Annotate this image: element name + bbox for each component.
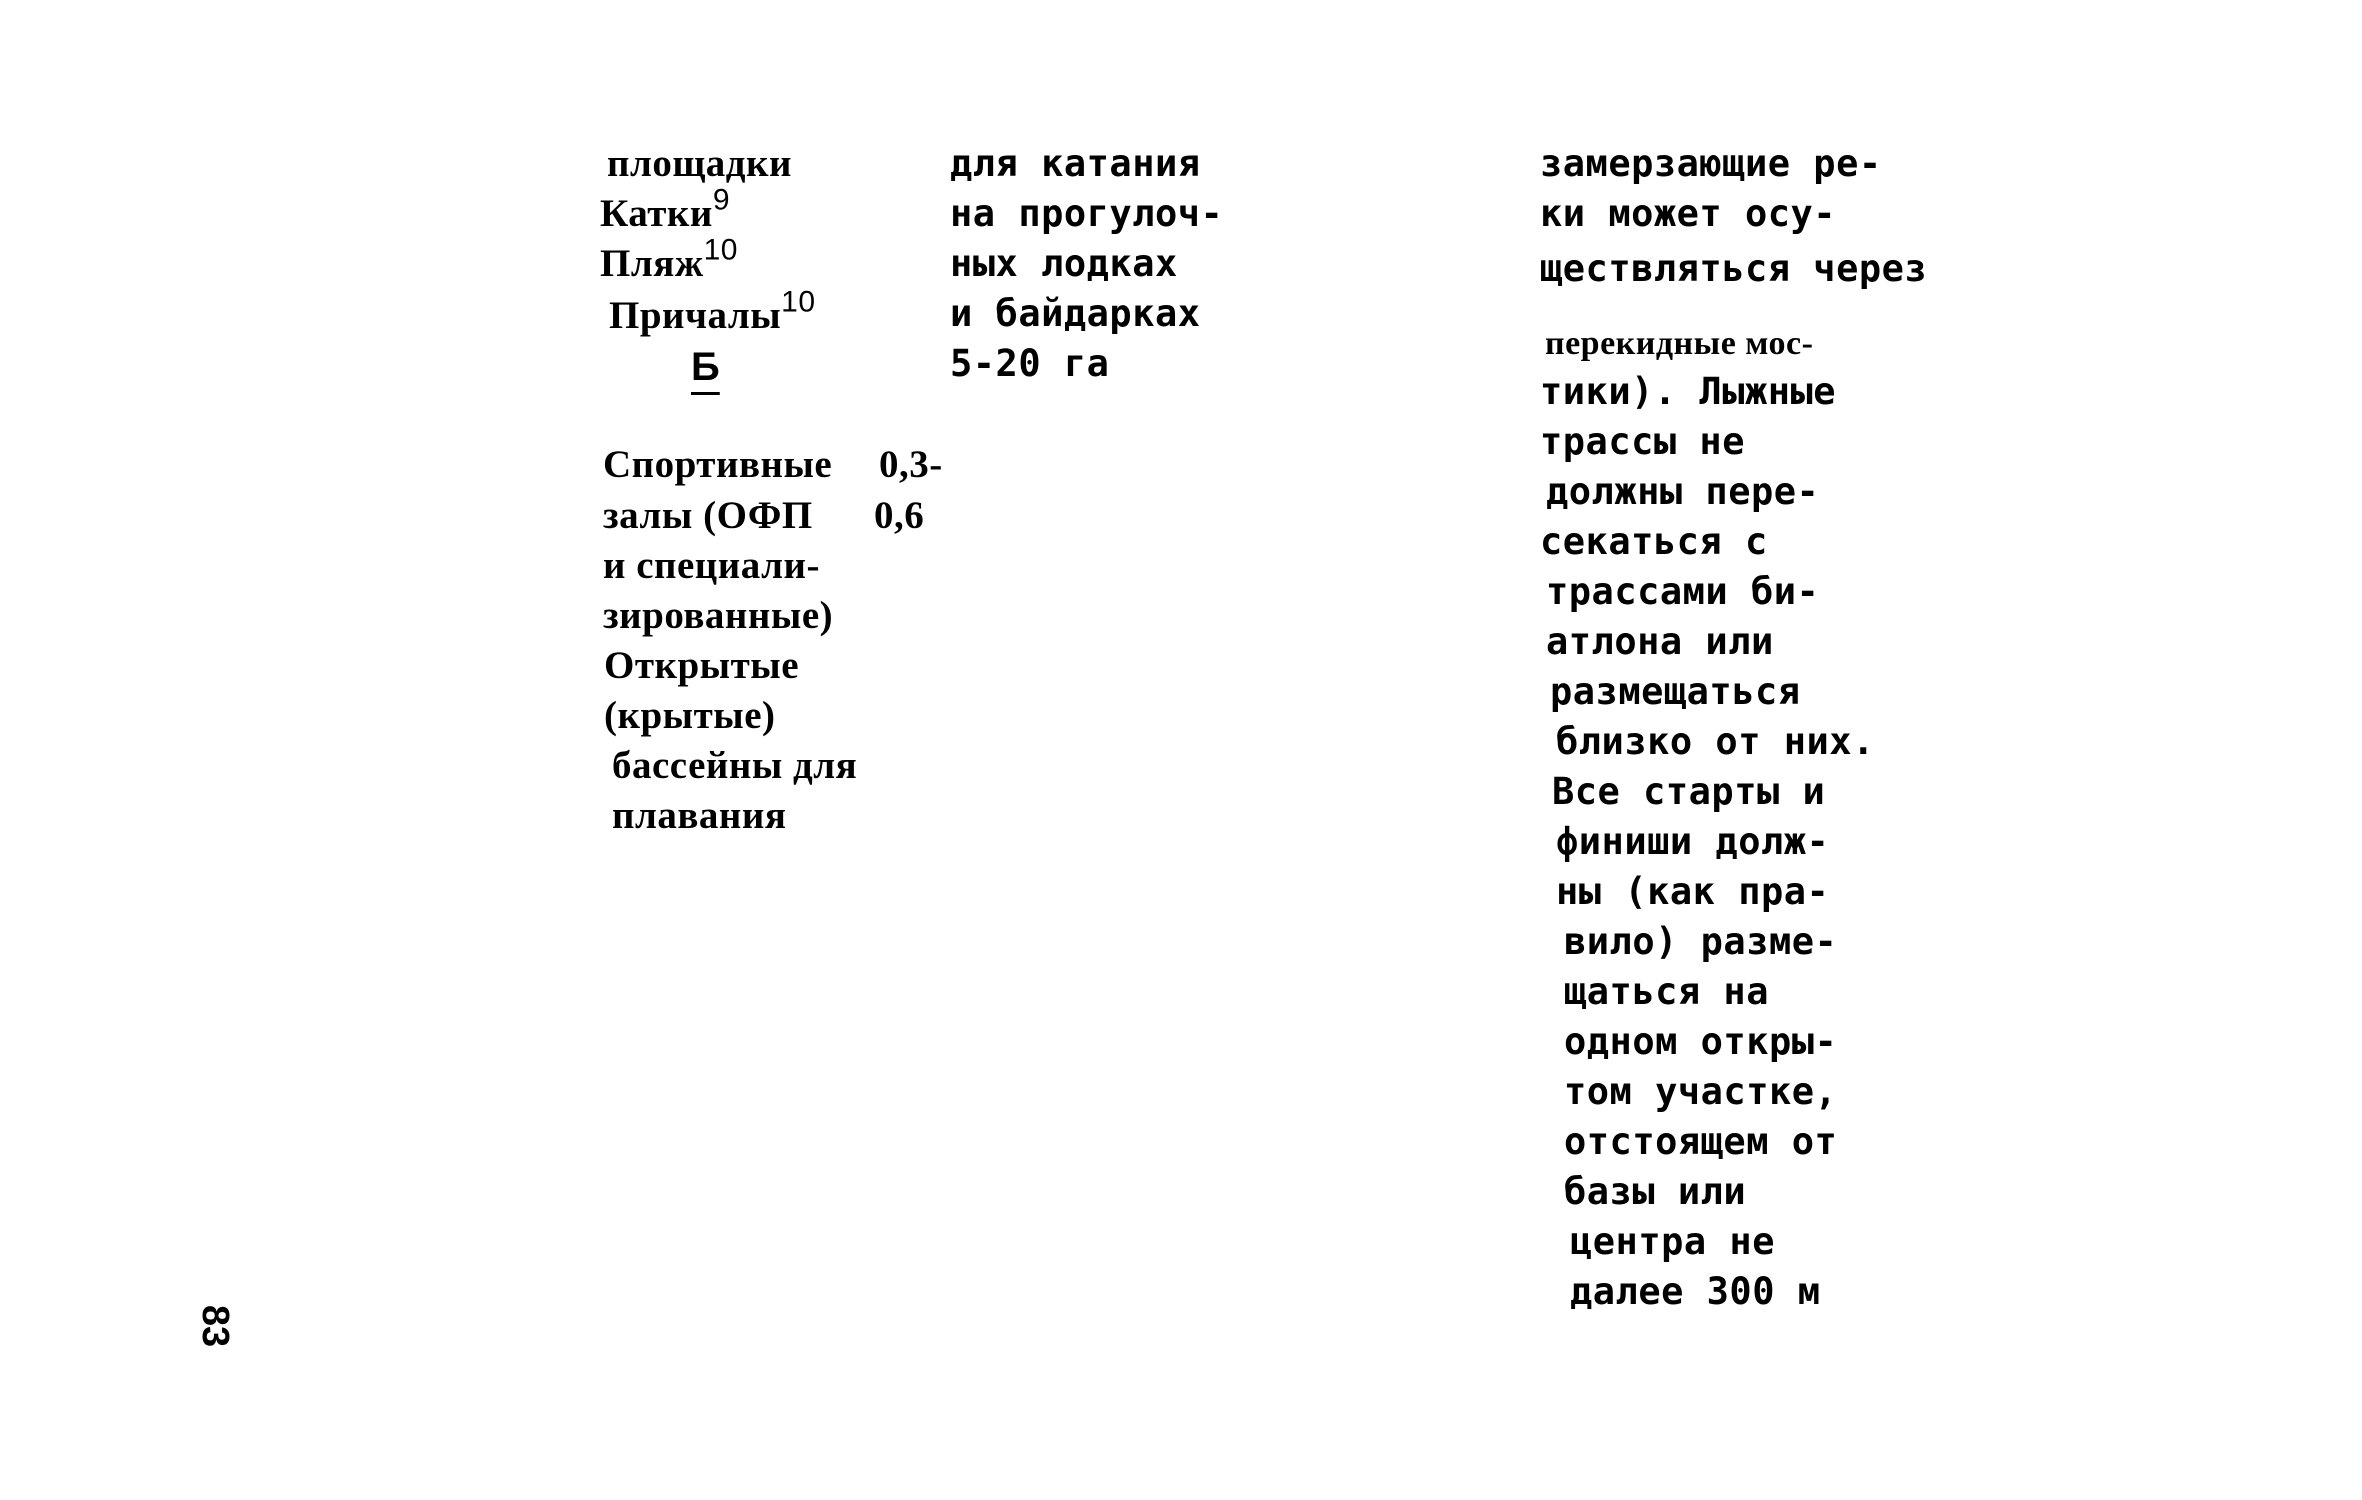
col1-item-text: площадки — [607, 142, 792, 185]
section-heading-b: Б — [691, 345, 720, 389]
col2-line: 5-20 га — [950, 342, 1110, 385]
col3-line: размещаться — [1550, 670, 1801, 713]
col1-body-line: Спортивные — [603, 443, 833, 486]
col2-value: 0,6 — [874, 494, 925, 537]
col1-body-line: зированные) — [603, 594, 834, 637]
col1-body-line: бассейны для — [612, 744, 858, 787]
col1-line-katki — [600, 183, 731, 236]
col3-line: перекидные мос- — [1545, 325, 1814, 362]
col3-line: замерзающие ре- — [1540, 142, 1882, 185]
col2-line: на прогулоч- — [950, 192, 1224, 235]
footnote-marker: 10 — [703, 233, 738, 267]
col3-line: финиши долж- — [1556, 820, 1830, 863]
col2-value: 0,3- — [879, 443, 943, 486]
col1-item-text: Пляж — [600, 242, 704, 285]
col1-body-line: и специали- — [603, 544, 820, 587]
col3-line: трассами би- — [1546, 570, 1820, 613]
col2-line: для катания — [950, 142, 1201, 185]
col2-line: и байдарках — [950, 292, 1201, 335]
page-number: 83 — [194, 1304, 236, 1348]
col3-line: должны пере- — [1546, 470, 1820, 513]
footnote-marker: 10 — [781, 285, 816, 319]
col3-line: Все старты и — [1552, 770, 1826, 813]
col1-item-text: Причалы — [609, 294, 782, 337]
col3-line: близко от них. — [1556, 720, 1875, 763]
col1-body-line: залы (ОФП — [603, 494, 813, 537]
col1-line-ploshchadki — [607, 142, 792, 186]
col2-line: ных лодках — [950, 242, 1178, 285]
col1-line-plyazh — [600, 233, 738, 286]
col3-line: ны (как пра- — [1556, 870, 1830, 913]
col3-line: секаться с — [1540, 520, 1768, 563]
col3-line: атлона или — [1546, 620, 1774, 663]
col3-line: вило) разме- — [1564, 920, 1838, 963]
col3-line: отстоящем от — [1564, 1120, 1838, 1163]
col3-line: одном откры- — [1564, 1020, 1838, 1063]
col3-line: базы или — [1564, 1170, 1747, 1213]
col3-line: ки может осу- — [1540, 192, 1837, 235]
col3-line: том участке, — [1564, 1070, 1838, 1113]
col3-line: ществляться через — [1540, 247, 1928, 290]
col1-body-line: Открытые — [604, 644, 800, 687]
col3-line: тики). Лыжные — [1540, 370, 1837, 413]
col3-line: центра не — [1570, 1220, 1775, 1263]
col3-line: щаться на — [1564, 970, 1769, 1013]
col1-item-text: Катки — [600, 192, 713, 235]
col1-body-line: (крытые) — [604, 694, 776, 737]
col3-line: далее 300 м — [1570, 1270, 1821, 1313]
col1-line-prichaly — [609, 285, 816, 338]
footnote-marker: 9 — [712, 183, 731, 217]
col1-body-line: плавания — [612, 794, 787, 837]
col3-line: трассы не — [1540, 420, 1745, 463]
